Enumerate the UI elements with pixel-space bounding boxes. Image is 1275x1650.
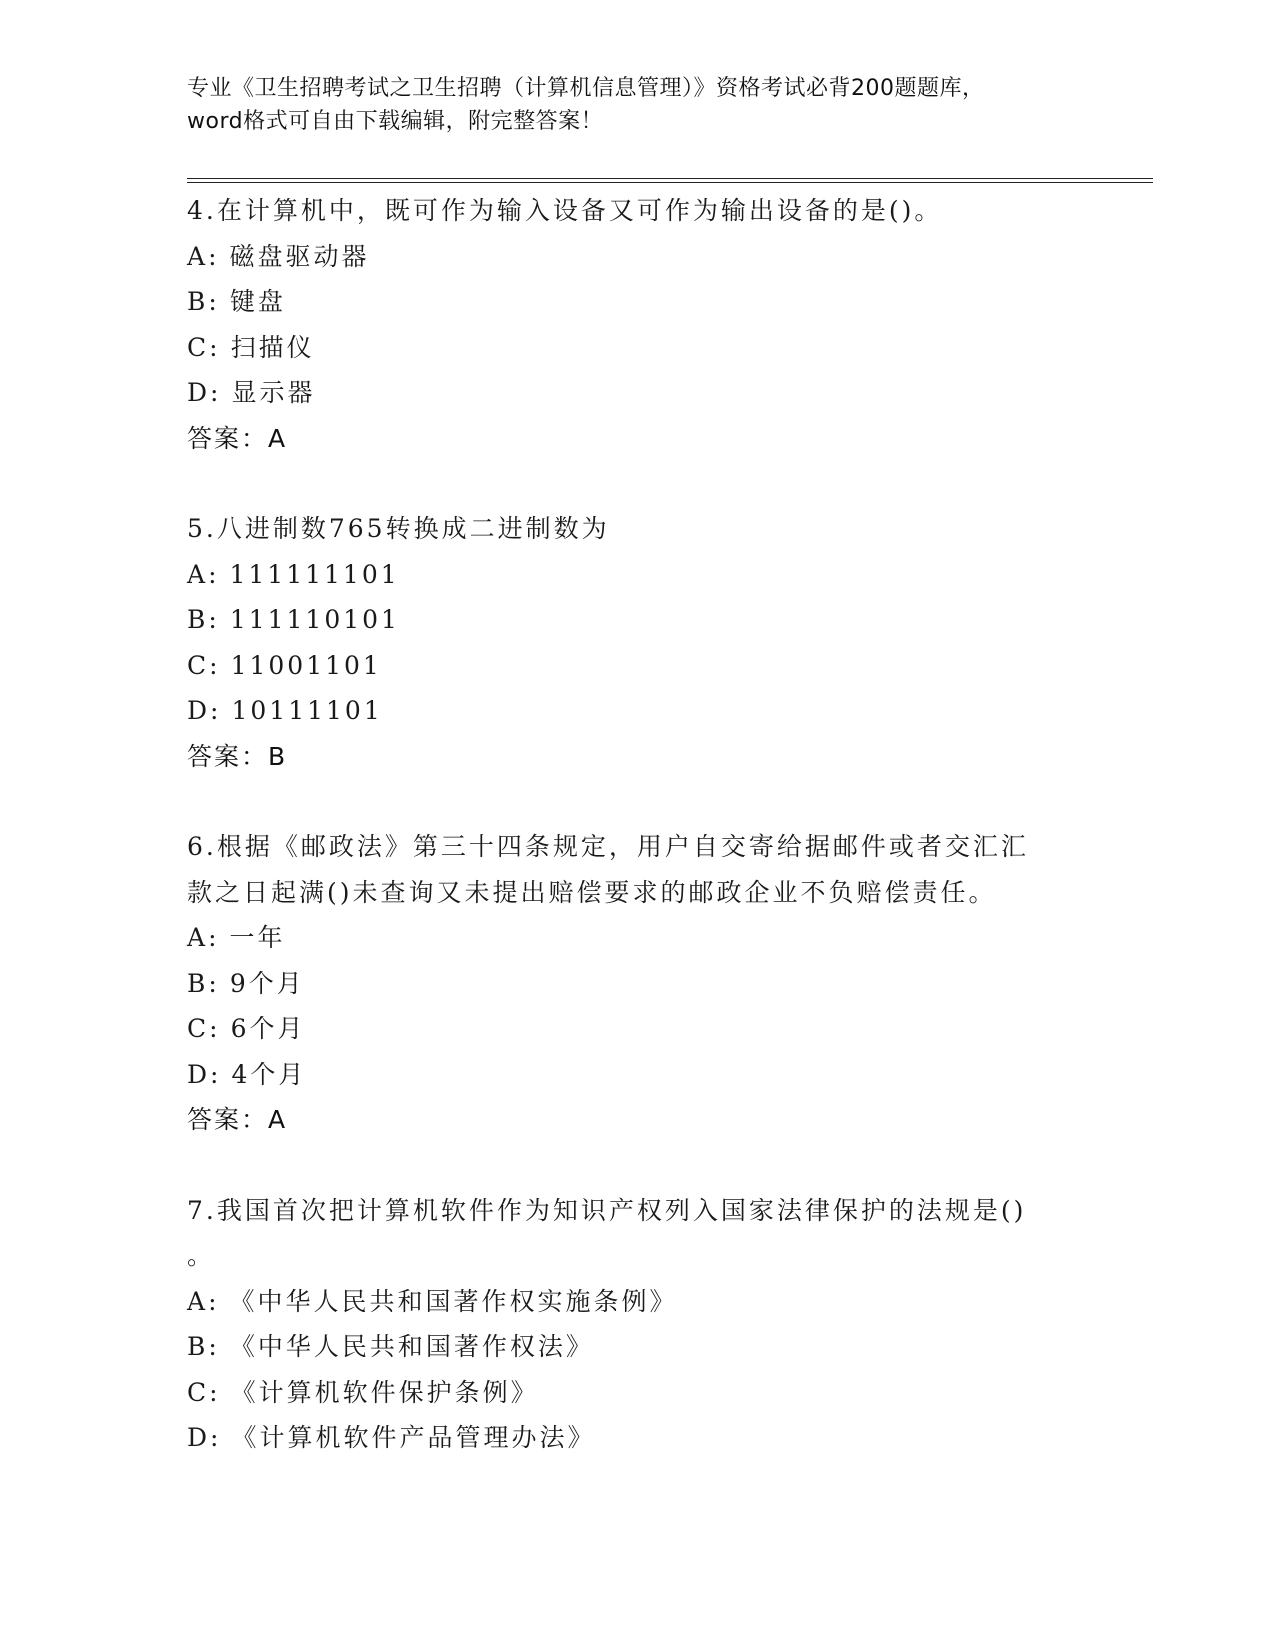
answer-key: 答案：A	[187, 423, 288, 453]
option-text: 一年	[229, 923, 286, 952]
option-separator: :	[210, 1059, 222, 1089]
answer-option	[187, 279, 1087, 325]
option-separator: :	[209, 650, 221, 680]
option-text: 《计算机软件保护条例》	[230, 1377, 539, 1407]
answer-option	[187, 1279, 1087, 1325]
option-text: 扫描仪	[230, 332, 315, 362]
answer-option	[187, 597, 1087, 643]
option-letter: A	[187, 923, 209, 952]
option-separator: :	[208, 923, 220, 952]
question-stem: 4.在计算机中，既可作为输入设备又可作为输出设备的是()。	[187, 196, 943, 225]
option-text: 《中华人民共和国著作权法》	[229, 1332, 594, 1361]
option-separator: :	[210, 696, 222, 725]
option-text: 键盘	[229, 287, 286, 316]
option-letter: C	[187, 1377, 210, 1407]
option-letter: A	[187, 559, 209, 589]
header-divider-bottom	[187, 182, 1153, 183]
answer-option	[187, 1006, 1087, 1052]
option-letter: B	[187, 968, 209, 998]
question-stem: 5.八进制数765转换成二进制数为	[187, 514, 610, 543]
answer-key: 答案：B	[187, 741, 288, 771]
question-block	[187, 506, 1087, 779]
option-letter: C	[187, 332, 210, 362]
option-text: 9个月	[229, 968, 305, 998]
question-stem: 6.根据《邮政法》第三十四条规定，用户自交寄给据邮件或者交汇汇	[187, 832, 1029, 861]
option-text: 11001101	[230, 650, 382, 680]
option-separator: :	[208, 1332, 220, 1361]
option-letter: C	[187, 1014, 210, 1043]
option-separator: :	[209, 1377, 221, 1407]
option-text: 4个月	[231, 1059, 307, 1089]
option-separator: :	[210, 378, 222, 407]
option-letter: A	[187, 241, 209, 271]
option-letter: D	[187, 378, 211, 407]
option-text: 111110101	[229, 605, 400, 634]
header-line-2: word格式可自由下载编辑，附完整答案！	[187, 109, 604, 134]
answer-option	[187, 961, 1087, 1007]
option-separator: :	[208, 559, 220, 589]
option-separator: :	[208, 968, 220, 998]
question-block	[187, 1188, 1087, 1461]
option-letter: B	[187, 287, 209, 316]
option-text: 磁盘驱动器	[229, 241, 370, 271]
option-separator: :	[208, 241, 220, 271]
answer-option	[187, 1415, 1087, 1461]
option-letter: B	[187, 605, 209, 634]
answer-key: 答案：A	[187, 1105, 288, 1134]
option-text: 111111101	[229, 559, 400, 589]
question-block	[187, 824, 1087, 1143]
header-divider-top	[187, 178, 1153, 179]
answer-option	[187, 1324, 1087, 1370]
question-stem: 款之日起满()未查询又未提出赔偿要求的邮政企业不负赔偿责任。	[187, 877, 997, 907]
option-separator: :	[208, 1286, 220, 1316]
question-stem: 。	[187, 1241, 216, 1270]
option-separator: :	[208, 287, 220, 316]
option-text: 10111101	[231, 696, 383, 725]
option-letter: D	[187, 696, 211, 725]
answer-option	[187, 325, 1087, 371]
option-separator: :	[209, 332, 221, 362]
document-header	[187, 72, 1087, 138]
question-block	[187, 188, 1087, 461]
answer-option	[187, 643, 1087, 689]
question-list	[187, 188, 1087, 1506]
option-separator: :	[208, 605, 220, 634]
answer-option	[187, 370, 1087, 416]
answer-option	[187, 915, 1087, 961]
option-letter: A	[187, 1286, 209, 1316]
question-stem: 7.我国首次把计算机软件作为知识产权列入国家法律保护的法规是()	[187, 1195, 1027, 1225]
option-separator: :	[210, 1423, 222, 1452]
answer-option	[187, 1052, 1087, 1098]
option-letter: D	[187, 1423, 211, 1452]
answer-option	[187, 234, 1087, 280]
answer-option	[187, 1370, 1087, 1416]
option-text: 显示器	[231, 378, 316, 407]
header-line-1: 专业《卫生招聘考试之卫生招聘（计算机信息管理）》资格考试必背200题题库，	[187, 76, 985, 101]
option-separator: :	[209, 1014, 221, 1043]
option-letter: B	[187, 1332, 209, 1361]
option-text: 《中华人民共和国著作权实施条例》	[229, 1286, 678, 1316]
answer-option	[187, 688, 1087, 734]
option-letter: C	[187, 650, 210, 680]
option-text: 《计算机软件产品管理办法》	[231, 1423, 596, 1452]
option-text: 6个月	[230, 1014, 306, 1043]
option-letter: D	[187, 1059, 211, 1089]
answer-option	[187, 552, 1087, 598]
